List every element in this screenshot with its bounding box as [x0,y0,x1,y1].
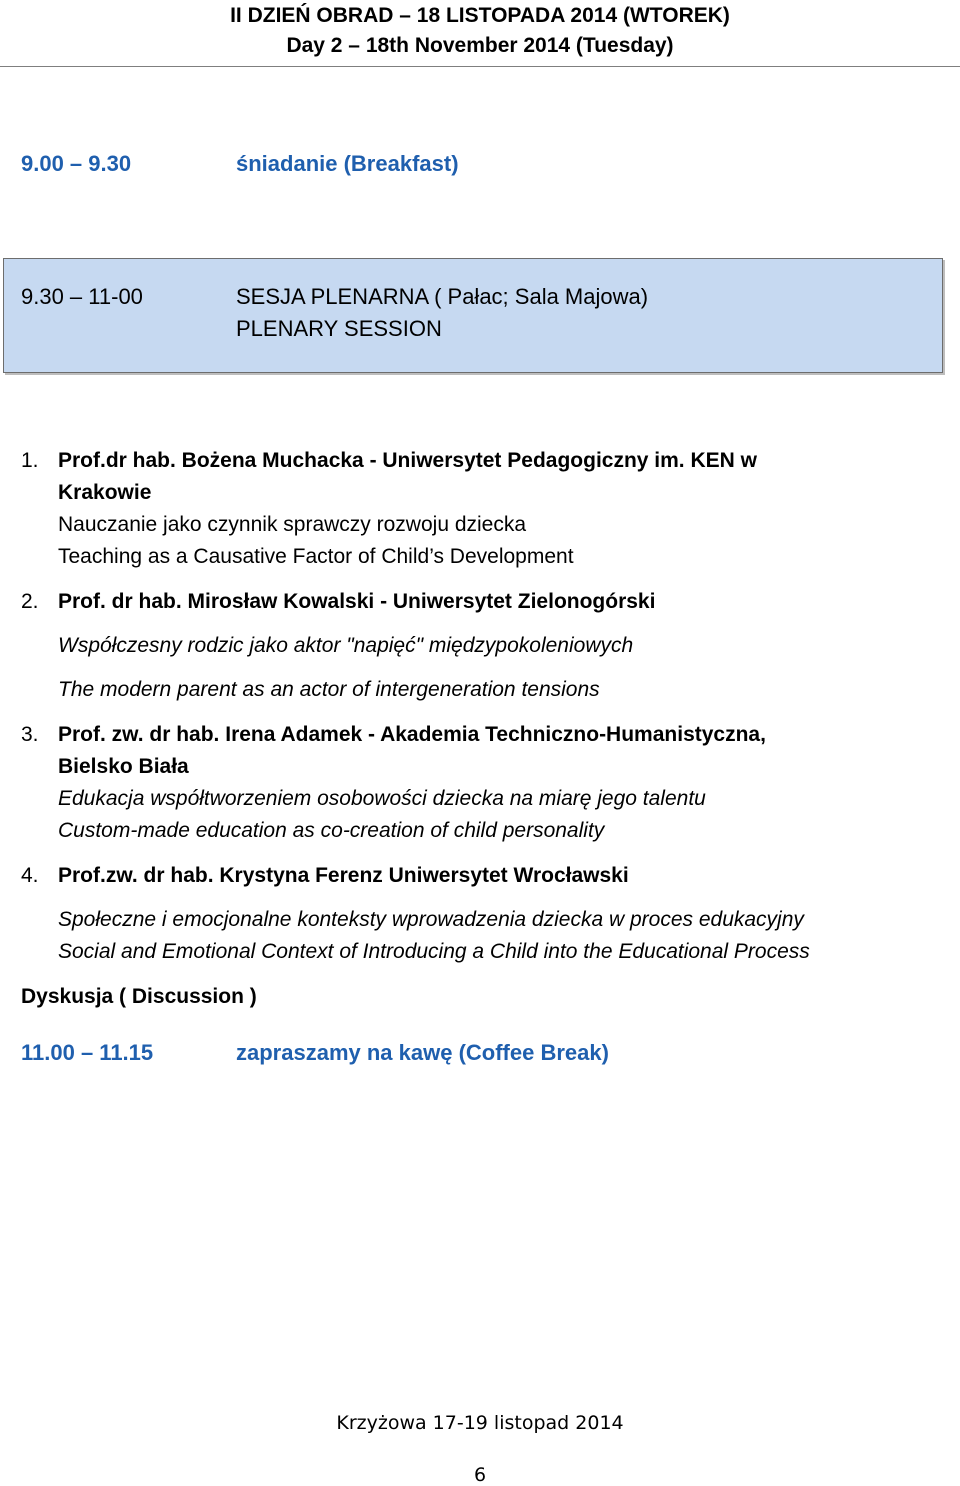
coffee-label: zapraszamy na kawę (Coffee Break) [236,1040,609,1065]
talk-speaker: Prof. dr hab. Mirosław Kowalski - Uniwersytet Zielonogórski [58,590,656,613]
talk-title-en: Teaching as a Causative Factor of Child’s Development [58,545,574,568]
talk-speaker: Prof.zw. dr hab. Krystyna Ferenz Uniwersytet Wrocławski [58,864,629,887]
talk-speaker: Prof.dr hab. Bożena Muchacka - Uniwersytet Pedagogiczny im. KEN w [58,449,757,472]
breakfast-label: śniadanie (Breakfast) [236,151,459,176]
talk-number: 1. [21,449,39,472]
coffee-time: 11.00 – 11.15 [21,1040,154,1065]
plenary-time: 9.30 – 11-00 [21,284,143,309]
talk-speaker-cont: Bielsko Biała [58,755,189,778]
plenary-title-en: PLENARY SESSION [236,316,442,341]
page-header [0,0,960,67]
talk-title-pl: Społeczne i emocjonalne konteksty wprowadzenia dziecka w proces edukacyjny [58,908,804,931]
talk-title-pl: Nauczanie jako czynnik sprawczy rozwoju dziecka [58,513,527,536]
plenary-session-box [3,258,943,373]
talk-speaker-cont: Krakowie [58,481,152,504]
talk-number: 2. [21,590,39,613]
talk-title-pl: Współczesny rodzic jako aktor "napięć" międzypokoleniowych [58,634,634,657]
discussion-label: Dyskusja ( Discussion ) [21,985,257,1008]
breakfast-time: 9.00 – 9.30 [21,151,132,176]
footer-place-date: Krzyżowa 17-19 listopad 2014 [336,1412,624,1434]
talk-speaker: Prof. zw. dr hab. Irena Adamek - Akademia Techniczno-Humanistyczna, [58,723,766,746]
header-title-en: Day 2 – 18th November 2014 (Tuesday) [286,34,674,57]
talk-title-en: The modern parent as an actor of intergeneration tensions [58,678,600,701]
talk-title-en: Custom-made education as co-creation of child personality [58,819,605,842]
talk-title-pl: Edukacja współtworzeniem osobowości dziecka na miarę jego talentu [58,787,706,810]
plenary-title-pl: SESJA PLENARNA ( Pałac; Sala Majowa) [236,284,649,309]
talk-title-en: Social and Emotional Context of Introducing a Child into the Educational Process [58,940,810,963]
page-number: 6 [473,1464,487,1486]
talk-number: 3. [21,723,39,746]
header-title-pl: II DZIEŃ OBRAD – 18 LISTOPADA 2014 (WTOREK) [230,4,730,27]
talk-number: 4. [21,864,39,887]
